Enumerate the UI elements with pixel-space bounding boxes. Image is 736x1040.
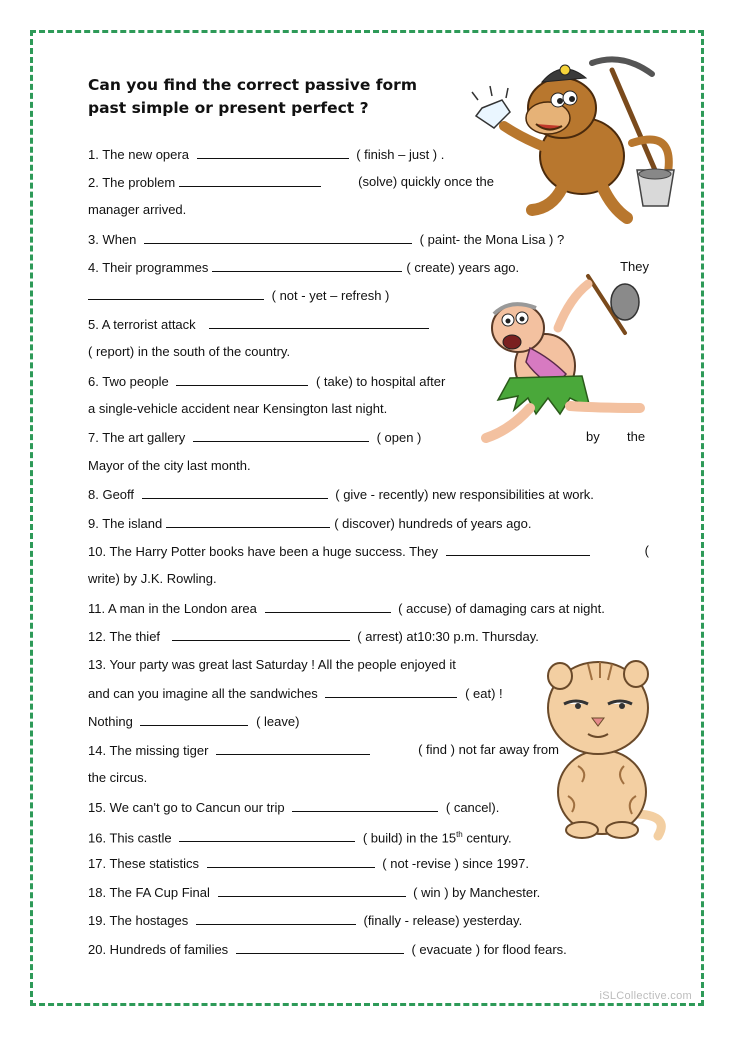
- item-3: [88, 231, 564, 248]
- answer-blank-3[interactable]: [144, 231, 412, 244]
- item-5-continued: ( report) in the south of the country.: [88, 344, 291, 359]
- answer-blank-4a[interactable]: [212, 259, 402, 272]
- worksheet-title: [88, 74, 417, 120]
- item-5: [88, 316, 433, 333]
- item-18-text: 18. The FA Cup Final: [88, 885, 210, 900]
- item-19-text: 19. The hostages: [88, 913, 189, 928]
- answer-blank-12[interactable]: [172, 628, 350, 641]
- item-8-verb: ( give - recently) new responsibilities at work.: [335, 487, 594, 502]
- item-6-continued: a single-vehicle accident near Kensington last night.: [88, 401, 388, 416]
- item-10-continued: write) by J.K. Rowling.: [88, 571, 217, 586]
- item-14-text: 14. The missing tiger: [88, 743, 209, 758]
- item-2-verb: (solve) quickly once the: [358, 174, 494, 189]
- item-9: [88, 515, 531, 532]
- answer-blank-10[interactable]: [446, 543, 590, 556]
- item-11: [88, 600, 605, 617]
- item-7-continued: Mayor of the city last month.: [88, 458, 251, 473]
- answer-blank-18[interactable]: [218, 884, 406, 897]
- item-16-text: 16. This castle: [88, 830, 172, 846]
- item-17-text: 17. These statistics: [88, 856, 200, 871]
- monkey-with-diamond-illustration: [462, 48, 690, 224]
- answer-blank-8[interactable]: [142, 486, 328, 499]
- item-11-verb: ( accuse) of damaging cars at night.: [398, 601, 605, 616]
- item-5-text: 5. A terrorist attack: [88, 317, 196, 332]
- item-15-text: 15. We can't go to Cancun our trip: [88, 800, 285, 815]
- item-20: [88, 941, 567, 958]
- answer-blank-17[interactable]: [207, 855, 375, 868]
- item-10: [88, 543, 649, 560]
- answer-blank-1[interactable]: [197, 146, 349, 159]
- item-13-verb-2: ( leave): [256, 714, 300, 729]
- answer-blank-20[interactable]: [236, 941, 404, 954]
- item-19: [88, 912, 522, 929]
- item-14: [88, 742, 559, 759]
- answer-blank-14[interactable]: [216, 742, 370, 755]
- item-13-text-3: Nothing: [88, 714, 133, 729]
- answer-blank-13b[interactable]: [140, 713, 248, 726]
- item-3-text: 3. When: [88, 232, 137, 247]
- item-14-continued: the circus.: [88, 770, 148, 785]
- item-1: [88, 146, 444, 163]
- item-7-the: the: [627, 429, 646, 444]
- watermark: iSLCollective.com: [599, 990, 692, 1002]
- item-4-continued: [88, 287, 389, 304]
- item-13-line-2: [88, 685, 503, 702]
- item-14-verb: ( find ) not far away from: [418, 742, 559, 757]
- item-1-verb: ( finish – just ) .: [356, 147, 445, 162]
- item-19-verb: (finally - release) yesterday.: [363, 913, 523, 928]
- item-1-text: 1. The new opera: [88, 147, 189, 162]
- answer-blank-4b[interactable]: [88, 287, 264, 300]
- item-7-text: 7. The art gallery: [88, 430, 186, 445]
- item-2: [88, 174, 494, 191]
- answer-blank-19[interactable]: [196, 912, 356, 925]
- item-16-verb: ( build) in the 15: [362, 830, 457, 846]
- item-18-verb: ( win ) by Manchester.: [413, 885, 541, 900]
- item-8-text: 8. Geoff: [88, 487, 135, 502]
- item-6: [88, 373, 445, 390]
- item-10-text: 10. The Harry Potter books have been a huge success. They: [88, 544, 439, 559]
- item-3-verb: ( paint- the Mona Lisa ) ?: [419, 232, 565, 247]
- item-17: [88, 855, 529, 872]
- item-15: [88, 799, 499, 816]
- item-16: [88, 827, 512, 846]
- answer-blank-11[interactable]: [265, 600, 391, 613]
- answer-blank-6[interactable]: [176, 373, 308, 386]
- answer-blank-15[interactable]: [292, 799, 438, 812]
- item-20-text: 20. Hundreds of families: [88, 942, 229, 957]
- item-9-text: 9. The island: [88, 516, 163, 531]
- item-9-verb: ( discover) hundreds of years ago.: [334, 516, 532, 531]
- item-6-verb: ( take) to hospital after: [315, 374, 446, 389]
- answer-blank-5[interactable]: [209, 316, 429, 329]
- item-12-text: 12. The thief: [88, 629, 161, 644]
- item-4-verb-2: ( not - yet – refresh ): [271, 288, 390, 303]
- item-7: [88, 429, 421, 446]
- item-2-text: 2. The problem: [88, 175, 176, 190]
- answer-blank-16[interactable]: [179, 829, 355, 842]
- item-13: 13. Your party was great last Saturday ! All the people enjoyed it: [88, 657, 456, 672]
- item-12: [88, 628, 539, 645]
- item-16-superscript: th: [456, 830, 463, 839]
- item-4: [88, 259, 649, 276]
- item-16-end: century.: [466, 830, 512, 846]
- item-17-verb: ( not -revise ) since 1997.: [382, 856, 529, 871]
- item-11-text: 11. A man in the London area: [88, 601, 257, 616]
- title-line-1: Can you find the correct passive form: [88, 76, 417, 94]
- item-12-verb: ( arrest) at10:30 p.m. Thursday.: [357, 629, 539, 644]
- item-15-verb: ( cancel).: [445, 800, 500, 815]
- item-2-continued: manager arrived.: [88, 202, 187, 217]
- answer-blank-9[interactable]: [166, 515, 330, 528]
- item-4-verb: ( create) years ago.: [406, 260, 520, 275]
- item-7-verb: ( open ): [376, 430, 422, 445]
- answer-blank-2[interactable]: [179, 174, 321, 187]
- answer-blank-7[interactable]: [193, 429, 369, 442]
- item-4-text: 4. Their programmes: [88, 260, 209, 275]
- item-8: [88, 486, 594, 503]
- answer-blank-13a[interactable]: [325, 685, 457, 698]
- item-13-text-2: and can you imagine all the sandwiches: [88, 686, 318, 701]
- item-4-they: They: [620, 259, 649, 274]
- item-18: [88, 884, 540, 901]
- item-10-paren: (: [644, 543, 649, 558]
- caveman-running-illustration: [470, 258, 666, 454]
- item-20-verb: ( evacuate ) for flood fears.: [411, 942, 567, 957]
- item-13-verb: ( eat) !: [465, 686, 503, 701]
- item-6-text: 6. Two people: [88, 374, 169, 389]
- item-7-by: by: [586, 429, 600, 444]
- item-13-line-3: [88, 713, 299, 730]
- title-line-2: past simple or present perfect ?: [88, 99, 369, 117]
